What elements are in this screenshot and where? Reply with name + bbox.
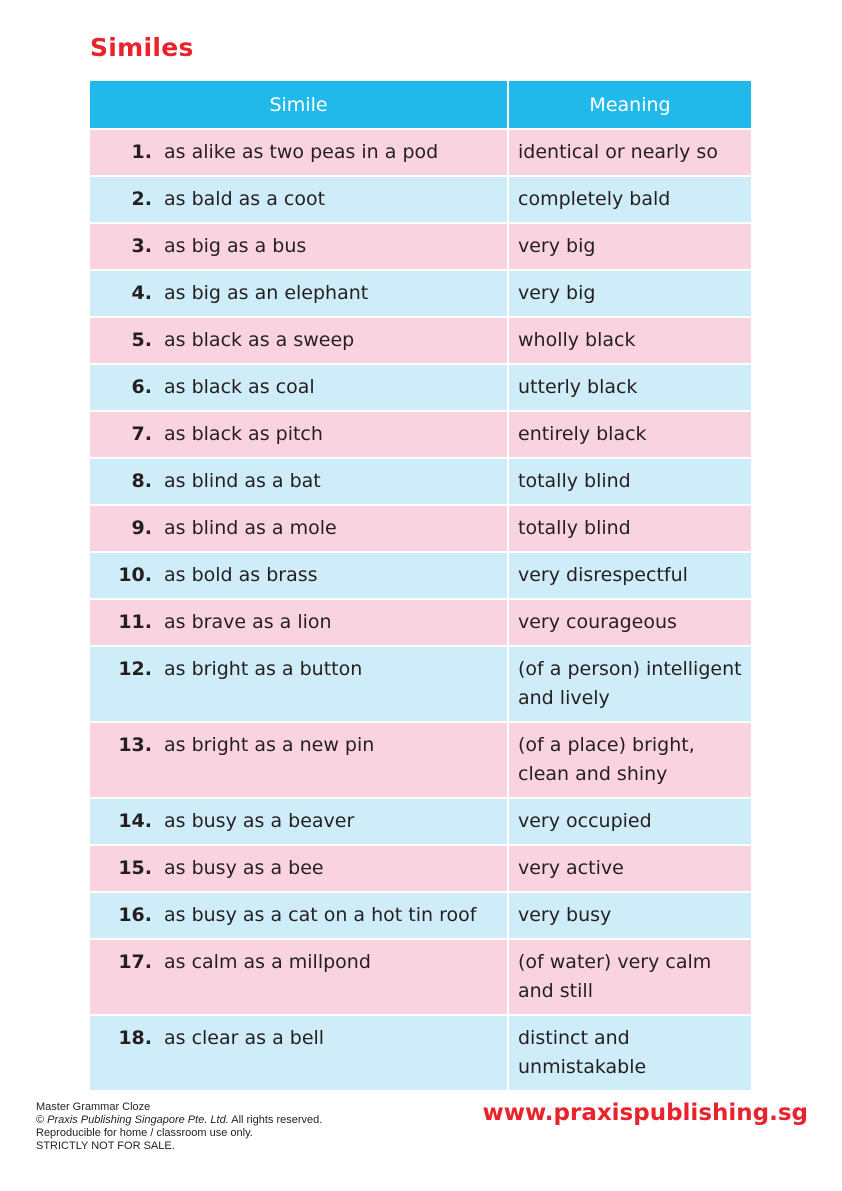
- simile-cell: as calm as a millpond: [158, 940, 509, 1016]
- row-number: 9.: [90, 506, 158, 553]
- meaning-cell: very courageous: [509, 600, 751, 647]
- footer-usage: Reproducible for home / classroom use only.: [36, 1127, 253, 1139]
- meaning-cell: very big: [509, 224, 751, 271]
- row-number: 8.: [90, 459, 158, 506]
- publisher-url[interactable]: www.praxispublishing.sg: [482, 1100, 808, 1126]
- table-row: [90, 506, 751, 553]
- simile-cell: as bright as a button: [158, 647, 509, 723]
- table-row: [90, 130, 751, 177]
- simile-cell: as blind as a mole: [158, 506, 509, 553]
- simile-cell: as bald as a coot: [158, 177, 509, 224]
- simile-cell: as black as coal: [158, 365, 509, 412]
- row-number: 18.: [90, 1016, 158, 1092]
- row-number: 6.: [90, 365, 158, 412]
- footer-credits: [36, 1101, 322, 1153]
- simile-cell: as bold as brass: [158, 553, 509, 600]
- similes-table: [90, 81, 751, 1092]
- table-row: [90, 177, 751, 224]
- meaning-cell: (of a person) intelligent and lively: [509, 647, 751, 723]
- row-number: 2.: [90, 177, 158, 224]
- table-row: [90, 553, 751, 600]
- table-body: [90, 130, 751, 1092]
- simile-cell: as busy as a bee: [158, 846, 509, 893]
- simile-cell: as big as a bus: [158, 224, 509, 271]
- meaning-cell: very busy: [509, 893, 751, 940]
- simile-cell: as black as a sweep: [158, 318, 509, 365]
- simile-cell: as brave as a lion: [158, 600, 509, 647]
- footer-not-for-sale: STRICTLY NOT FOR SALE.: [36, 1140, 175, 1152]
- table-row: [90, 318, 751, 365]
- copyright-symbol: ©: [36, 1114, 45, 1126]
- column-header-simile: Simile: [90, 81, 509, 130]
- simile-cell: as alike as two peas in a pod: [158, 130, 509, 177]
- simile-cell: as blind as a bat: [158, 459, 509, 506]
- meaning-cell: very disrespectful: [509, 553, 751, 600]
- simile-cell: as bright as a new pin: [158, 723, 509, 799]
- row-number: 13.: [90, 723, 158, 799]
- simile-cell: as black as pitch: [158, 412, 509, 459]
- row-number: 3.: [90, 224, 158, 271]
- meaning-cell: totally blind: [509, 506, 751, 553]
- table-row: [90, 271, 751, 318]
- meaning-cell: totally blind: [509, 459, 751, 506]
- meaning-cell: entirely black: [509, 412, 751, 459]
- page-title: Similes: [90, 33, 194, 62]
- meaning-cell: very active: [509, 846, 751, 893]
- meaning-cell: identical or nearly so: [509, 130, 751, 177]
- row-number: 7.: [90, 412, 158, 459]
- row-number: 16.: [90, 893, 158, 940]
- footer-book-title: Master Grammar Cloze: [36, 1101, 151, 1113]
- column-header-meaning: Meaning: [509, 81, 751, 130]
- table-row: [90, 600, 751, 647]
- meaning-cell: utterly black: [509, 365, 751, 412]
- row-number: 11.: [90, 600, 158, 647]
- footer-rights: All rights reserved.: [231, 1114, 323, 1126]
- simile-cell: as busy as a cat on a hot tin roof: [158, 893, 509, 940]
- simile-cell: as busy as a beaver: [158, 799, 509, 846]
- meaning-cell: very big: [509, 271, 751, 318]
- row-number: 15.: [90, 846, 158, 893]
- table-row: [90, 647, 751, 723]
- row-number: 12.: [90, 647, 158, 723]
- meaning-cell: very occupied: [509, 799, 751, 846]
- row-number: 5.: [90, 318, 158, 365]
- meaning-cell: completely bald: [509, 177, 751, 224]
- table-row: [90, 459, 751, 506]
- row-number: 17.: [90, 940, 158, 1016]
- table-row: [90, 893, 751, 940]
- table-row: [90, 224, 751, 271]
- table-row: [90, 846, 751, 893]
- table-row: [90, 365, 751, 412]
- table-header-row: [90, 81, 751, 130]
- table-row: [90, 723, 751, 799]
- footer-copyright: [36, 1114, 322, 1127]
- row-number: 4.: [90, 271, 158, 318]
- table-row: [90, 412, 751, 459]
- meaning-cell: (of a place) bright, clean and shiny: [509, 723, 751, 799]
- table-row: [90, 940, 751, 1016]
- simile-cell: as big as an elephant: [158, 271, 509, 318]
- simile-cell: as clear as a bell: [158, 1016, 509, 1092]
- table-row: [90, 799, 751, 846]
- row-number: 14.: [90, 799, 158, 846]
- meaning-cell: wholly black: [509, 318, 751, 365]
- row-number: 1.: [90, 130, 158, 177]
- footer-publisher: Praxis Publishing Singapore Pte. Ltd.: [47, 1114, 229, 1126]
- row-number: 10.: [90, 553, 158, 600]
- meaning-cell: distinct and unmistakable: [509, 1016, 751, 1092]
- meaning-cell: (of water) very calm and still: [509, 940, 751, 1016]
- table-row: [90, 1016, 751, 1092]
